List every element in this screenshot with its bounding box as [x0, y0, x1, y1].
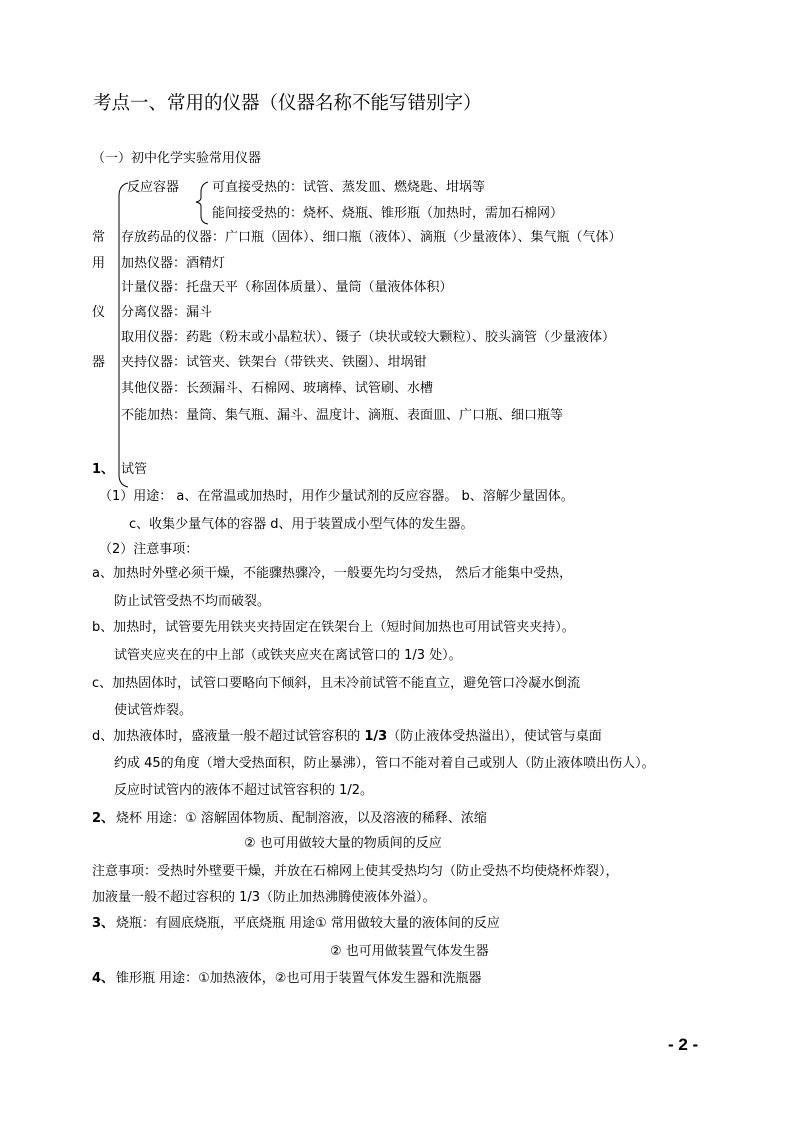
- page-number: - 2 -: [668, 1035, 699, 1054]
- text-line: 锥形瓶 用途：①加热液体，②也可用于装置气体发生器和洗瓶器: [116, 971, 482, 986]
- item-number: 1、: [92, 462, 115, 477]
- item-number: 4、: [92, 971, 115, 986]
- text-line: 烧瓶：有圆底烧瓶，平底烧瓶 用途① 常用做较大量的液体间的反应: [116, 916, 500, 931]
- side-label-char: 器: [92, 355, 106, 370]
- text-line: c、收集少量气体的容器 d、用于装置成小型气体的发生器。: [129, 517, 474, 532]
- direct-heating-item: 可直接受热的：试管、蒸发皿、燃烧匙、坩埚等: [212, 180, 486, 195]
- text-line: 防止试管受热不均而破裂。: [114, 594, 271, 609]
- reaction-container-label: 反应容器: [127, 180, 180, 195]
- tree-row: 取用仪器：药匙（粉末或小晶粒状）、镊子（块状或较大颗粒）、胶头滴管（少量液体）: [121, 330, 616, 345]
- item-number: 3、: [92, 916, 115, 931]
- text-line: （1）用途： a、在常温或加热时，用作少量试剂的反应容器。 b、溶解少量固体。: [99, 489, 574, 504]
- tree-row: 分离仪器：漏斗: [121, 305, 213, 320]
- text-line: 加液量一般不超过容积的 1/3（防止加热沸腾使液体外溢）。: [92, 890, 436, 905]
- tree-row: 夹持仪器：试管夹、铁架台（带铁夹、铁圈）、坩埚钳: [121, 355, 427, 370]
- indirect-heating-item: 能间接受热的：烧杯、烧瓶、锥形瓶（加热时，需加石棉网）: [212, 206, 564, 221]
- text-line: 注意事项：受热时外壁要干燥，并放在石棉网上使其受热均匀（防止受热不均使烧杯炸裂），: [92, 864, 619, 879]
- reaction-brace: [196, 182, 208, 224]
- item-number: 2、: [92, 811, 115, 826]
- text-line: ② 也可用做装置气体发生器: [330, 944, 489, 959]
- section-heading: （一）初中化学实验常用仪器: [92, 151, 262, 166]
- text-line: c、加热固体时，试管口要略向下倾斜，且未冷前试管不能直立，避免管口冷凝水倒流: [92, 676, 581, 691]
- tree-row: 不能加热：量筒、集气瓶、漏斗、温度计、滴瓶、表面皿、广口瓶、细口瓶等: [121, 408, 564, 423]
- text-line: b、加热时，试管要先用铁夹夹持固定在铁架台上（短时间加热也可用试管夹夹持）。: [92, 620, 575, 635]
- side-label-char: 仪: [92, 305, 106, 320]
- tree-row: 存放药品的仪器：广口瓶（固体）、细口瓶（液体）、滴瓶（少量液体）、集气瓶（气体）: [121, 230, 622, 245]
- text-line: 约成 45的角度（增大受热面积，防止暴沸），管口不能对着自己或别人（防止液体喷出伤人）。: [114, 756, 655, 771]
- text-segment: （防止液体受热溢出），使试管与桌面: [387, 729, 602, 744]
- text-line: [92, 729, 602, 745]
- tree-row: 计量仪器：托盘天平（称固体质量）、量筒（量液体体积）: [121, 280, 453, 295]
- text-line: ② 也可用做较大量的物质间的反应: [244, 836, 442, 851]
- text-segment: d、加热液体时，盛液量一般不超过试管容积的: [92, 729, 365, 744]
- text-line: 试管夹应夹在的中上部（或铁夹应夹在离试管口的 1/3 处）。: [114, 648, 462, 663]
- text-line: a、加热时外壁必须干燥，不能骤热骤冷，一般要先均匀受热， 然后才能集中受热，: [92, 566, 573, 581]
- item-heading: 试管: [121, 462, 148, 477]
- text-segment: 1/3: [364, 729, 388, 744]
- tree-row: 加热仪器：酒精灯: [121, 256, 226, 271]
- text-line: 烧杯 用途：① 溶解固体物质、配制溶液，以及溶液的稀释、浓缩: [116, 811, 487, 826]
- page-title: 考点一、常用的仪器（仪器名称不能写错别字）: [93, 93, 482, 114]
- side-label-char: 常: [92, 230, 106, 245]
- tree-row: 其他仪器：长颈漏斗、石棉网、玻璃棒、试管刷、水槽: [121, 381, 434, 396]
- text-line: 反应时试管内的液体不超过试管容积的 1/2。: [114, 783, 374, 798]
- text-line: 使试管炸裂。: [114, 703, 193, 718]
- text-line: （2）注意事项：: [99, 542, 199, 557]
- side-label-char: 用: [92, 256, 106, 271]
